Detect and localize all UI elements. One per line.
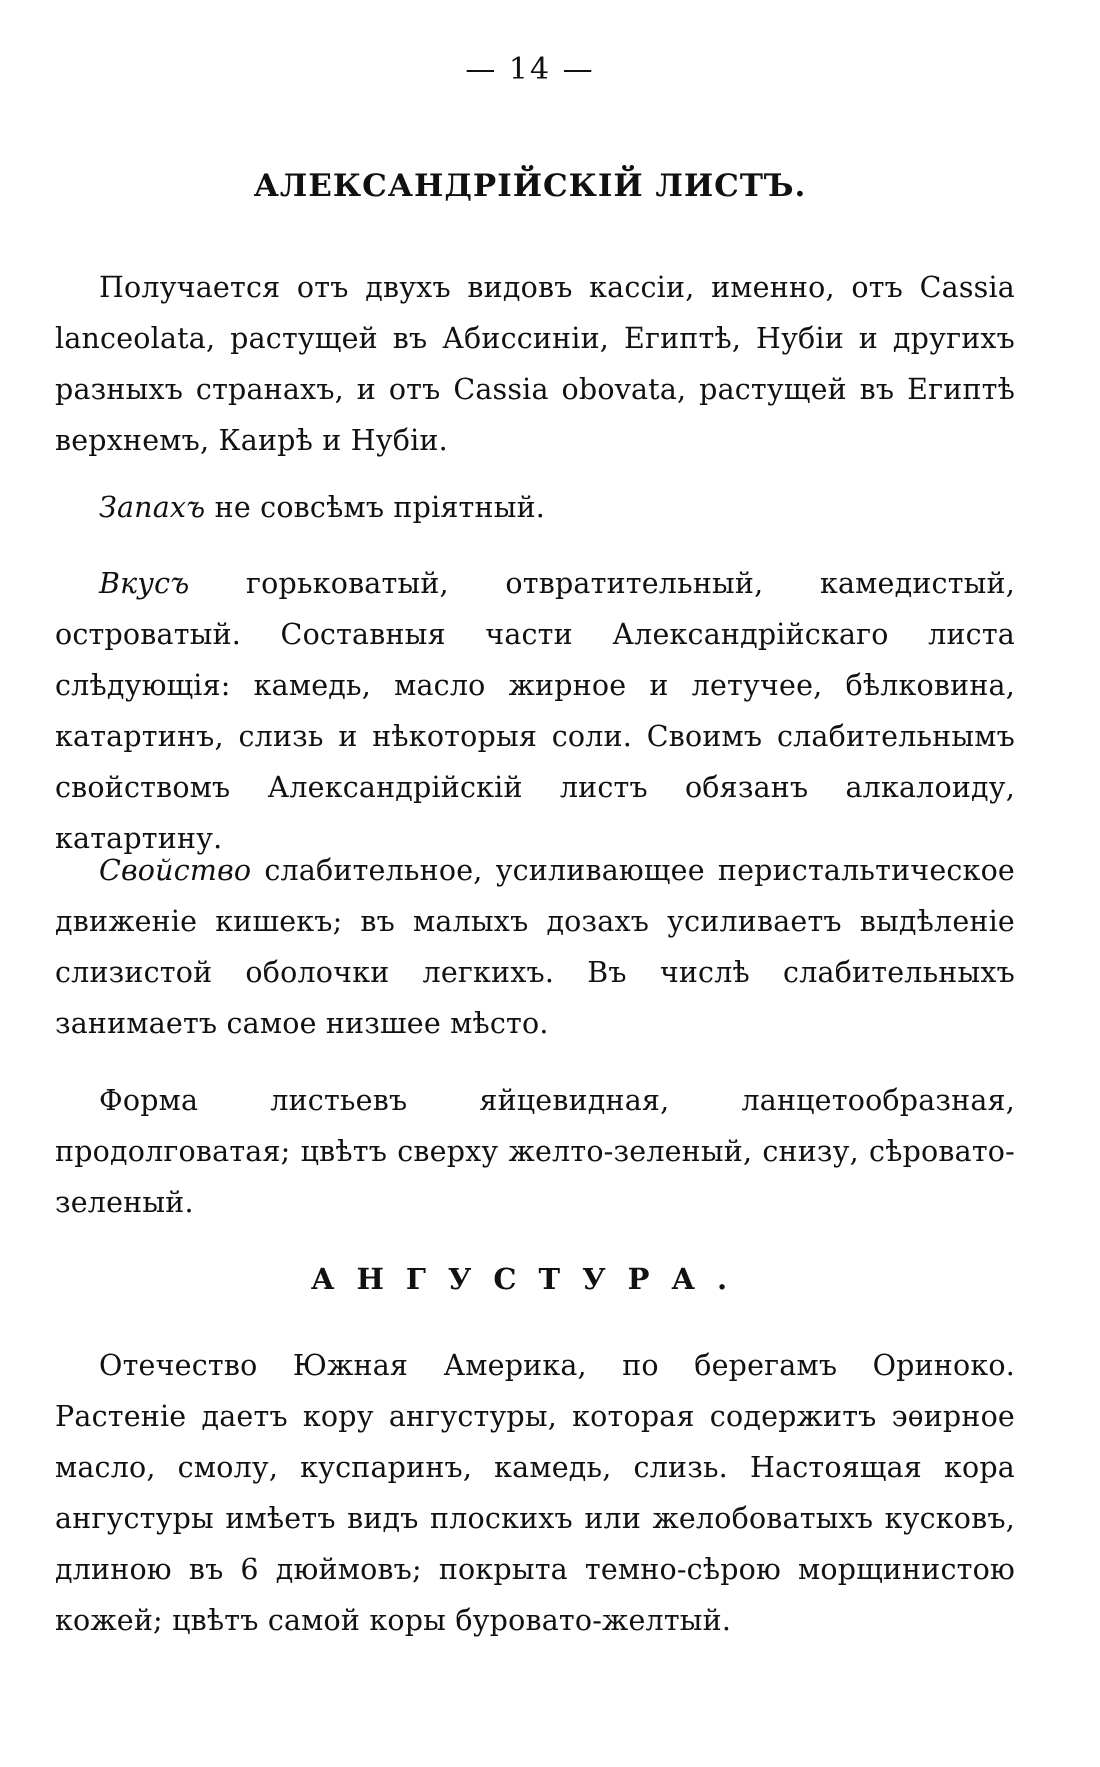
page-number: — 14 — bbox=[465, 52, 595, 87]
paragraph-smell bbox=[55, 482, 1015, 533]
paragraph-leaf-form bbox=[55, 1075, 1015, 1228]
paragraph-text: Получается отъ двухъ видовъ кассіи, именно, отъ Cassia lanceolata, растущей въ Абиссиніи, Египтѣ, Нубіи и другихъ разныхъ странахъ, и отъ Cassia obovata, растущей въ Египтѣ верхнемъ, Каирѣ и Нубіи. bbox=[55, 271, 1015, 457]
section-heading-alexandrian-leaf: АЛЕКСАНДРІЙСКІЙ ЛИСТЪ. bbox=[253, 168, 807, 204]
paragraph-text: Форма листьевъ яйцевидная, ланцетообразная, продолговатая; цвѣтъ сверху желто-зеленый, снизу, сѣровато-зеленый. bbox=[55, 1084, 1015, 1219]
paragraph-property bbox=[55, 845, 1015, 1049]
paragraph-lead: Вкусъ bbox=[99, 567, 190, 600]
paragraph-origin bbox=[55, 262, 1015, 466]
paragraph-taste bbox=[55, 558, 1015, 864]
paragraph-angostura bbox=[55, 1340, 1015, 1646]
paragraph-lead: Свойство bbox=[99, 854, 252, 887]
paragraph-text: слабительное, усиливающее перистальтическое движеніе кишекъ; въ малыхъ дозахъ усиливаетъ выдѣленіе слизистой оболочки легкихъ. Въ числѣ слабительныхъ занимаетъ самое низшее мѣсто. bbox=[55, 854, 1015, 1040]
paragraph-text: горьковатый, отвратительный, камедистый, островатый. Составныя части Александрійскаго листа слѣдующія: камедь, масло жирное и летучее, бѣлковина, катартинъ, слизь и нѣкоторыя соли. Своимъ слабительнымъ свойствомъ Александрійскій листъ обязанъ алкалоиду, катартину. bbox=[55, 567, 1015, 855]
paragraph-lead: Запахъ bbox=[99, 491, 206, 524]
paragraph-text: не совсѣмъ пріятный. bbox=[205, 491, 546, 524]
paragraph-text: Отечество Южная Америка, по берегамъ Ориноко. Растеніе даетъ кору ангустуры, которая содержитъ эѳирное масло, смолу, куспаринъ, камедь, слизь. Настоящая кора ангустуры имѣетъ видъ плоскихъ или желобоватыхъ кусковъ, длиною въ 6 дюймовъ; покрыта темно-сѣрою морщинистою кожей; цвѣтъ самой коры буровато-желтый. bbox=[55, 1349, 1015, 1637]
section-heading-angostura: АНГУСТУРА. bbox=[310, 1262, 750, 1296]
